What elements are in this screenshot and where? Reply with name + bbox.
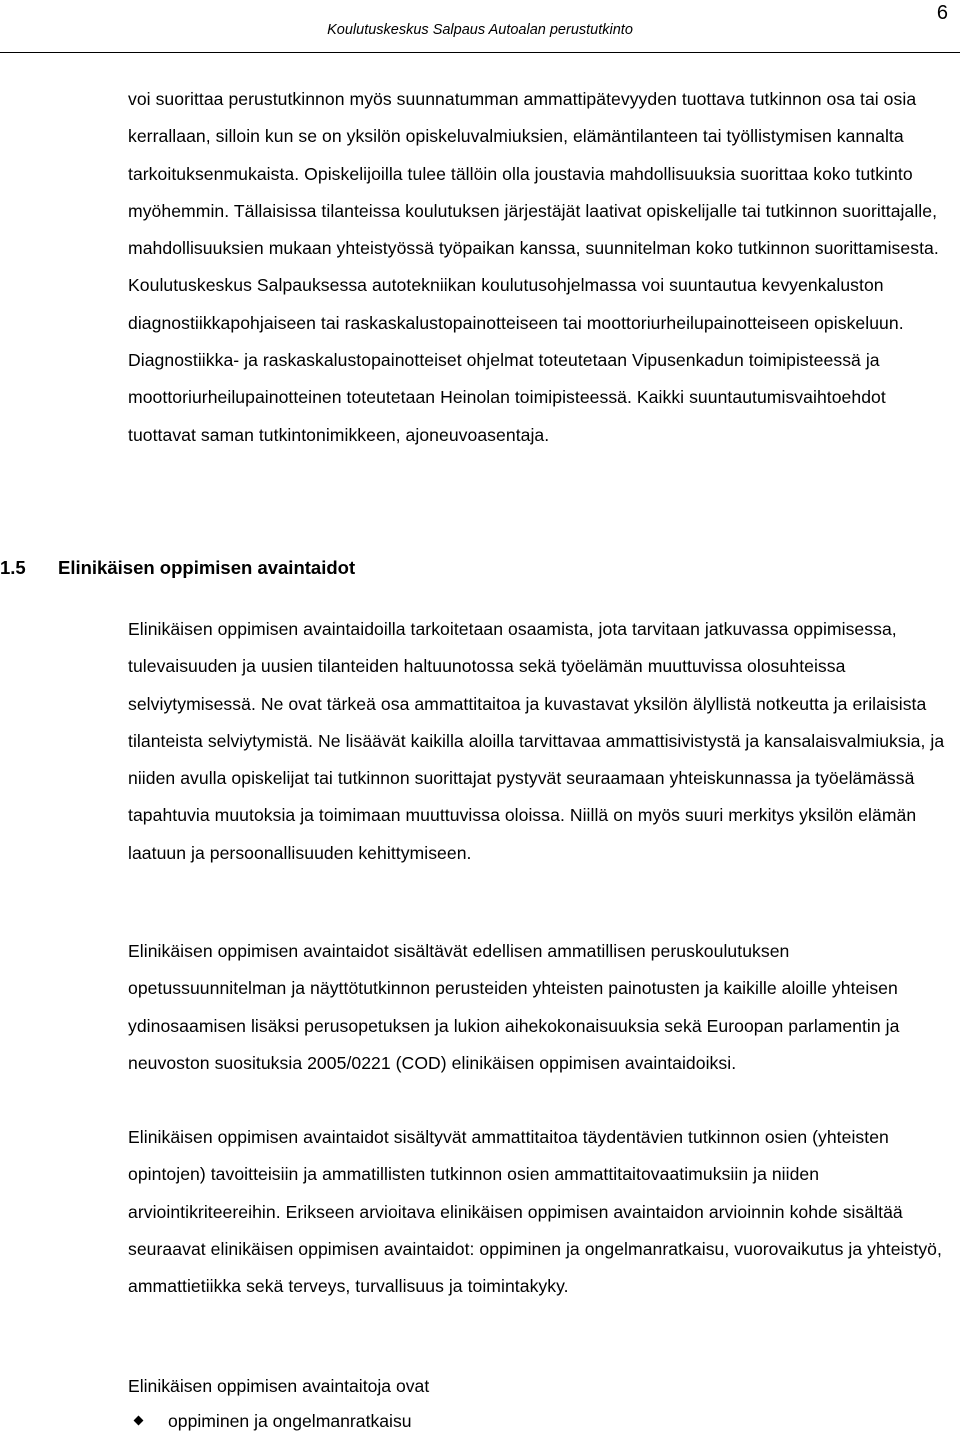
list-intro: Elinikäisen oppimisen avaintaitoja ovat <box>128 1376 430 1396</box>
section-title: Elinikäisen oppimisen avaintaidot <box>58 557 356 578</box>
list-item-label: oppiminen ja ongelmanratkaisu <box>168 1411 412 1431</box>
diamond-bullet-icon <box>134 1416 144 1426</box>
body-paragraph: Elinikäisen oppimisen avaintaidot sisältyvät ammattitaitoa täydentävien tutkinnon osien (yhteisten opintojen) tavoitteisiin ja ammatillisten tutkinnon osien ammattitaitovaatimuksiin ja niiden arviointikriteereihin. Erikseen arvioitava elinikäisen oppimisen avaintaidon arvioinnin kohde sisältää seuraavat elinikäisen oppimisen avaintaidot: oppiminen ja ongelmanratkaisu, vuorovaikutus ja yhteistyö, ammattietiikka sekä terveys, turvallisuus ja toimintakyky. <box>128 1127 942 1297</box>
bullet-list <box>128 1406 412 1436</box>
header-rule <box>0 52 960 53</box>
body-paragraph: voi suorittaa perustutkinnon myös suunnatumman ammattipätevyyden tuottava tutkinnon osa tai osia kerrallaan, silloin kun se on yksilön opiskeluvalmiuksien, elämäntilanteen tai työllistymisen kannalta tarkoituksenmukaista. Opiskelijoilla tulee tällöin olla joustavia mahdollisuuksia suorittaa koko tutkinto myöhemmin. Tällaisissa tilanteissa koulutuksen järjestäjät laativat opiskelijalle tai tutkinnon suorittajalle, mahdollisuuksien mukaan yhteistyössä työpaikan kanssa, suunnitelman koko tutkinnon suorittamisesta. Koulutuskeskus Salpauksessa autotekniikan koulutusohjelmassa voi suuntautua kevyenkaluston diagnostiikkapohjaiseen tai raskaskalustopainotteiseen tai moottoriurheilupainotteiseen opiskeluun. Diagnostiikka- ja raskaskalustopainotteiset ohjelmat toteutetaan Vipusenkadun toimipisteessä ja moottoriurheilupainotteinen toteutetaan Heinolan toimipisteessä. Kaikki suuntautumisvaihtoehdot tuottavat saman tutkintonimikkeen, ajoneuvoasentaja. <box>128 89 939 445</box>
section-heading <box>0 553 355 583</box>
section-number: 1.5 <box>0 557 26 578</box>
list-item <box>128 1406 412 1436</box>
running-header: Koulutuskeskus Salpaus Autoalan perustutkinto <box>327 22 633 38</box>
body-paragraph: Elinikäisen oppimisen avaintaidot sisältävät edellisen ammatillisen peruskoulutuksen opetussuunnitelman ja näyttötutkinnon perusteiden yhteisten painotusten ja kaikille aloille yhteisen ydinosaamisen lisäksi perusopetuksen ja lukion aihekokonaisuuksia sekä Euroopan parlamentin ja neuvoston suosituksia 2005/0221 (COD) elinikäisen oppimisen avaintaidoiksi. <box>128 941 900 1073</box>
body-paragraph: Elinikäisen oppimisen avaintaidoilla tarkoitetaan osaamista, jota tarvitaan jatkuvassa oppimisessa, tulevaisuuden ja uusien tilanteiden haltuunotossa sekä työelämän muuttuvissa olosuhteissa selviytymisessä. Ne ovat tärkeä osa ammattitaitoa ja kuvastavat yksilön älyllistä notkeutta ja erilaisista tilanteista selviytymistä. Ne lisäävät kaikilla aloilla tarvittavaa ammattisivistystä ja kansalaisvalmiuksia, ja niiden avulla opiskelijat tai tutkinnon suorittajat pystyvät seuraamaan yhteiskunnassa ja työelämässä tapahtuvia muutoksia ja toimimaan muuttuvissa oloissa. Niillä on myös suuri merkitys yksilön elämän laatuun ja persoonallisuuden kehittymiseen. <box>128 619 945 863</box>
page-number: 6 <box>936 2 948 24</box>
